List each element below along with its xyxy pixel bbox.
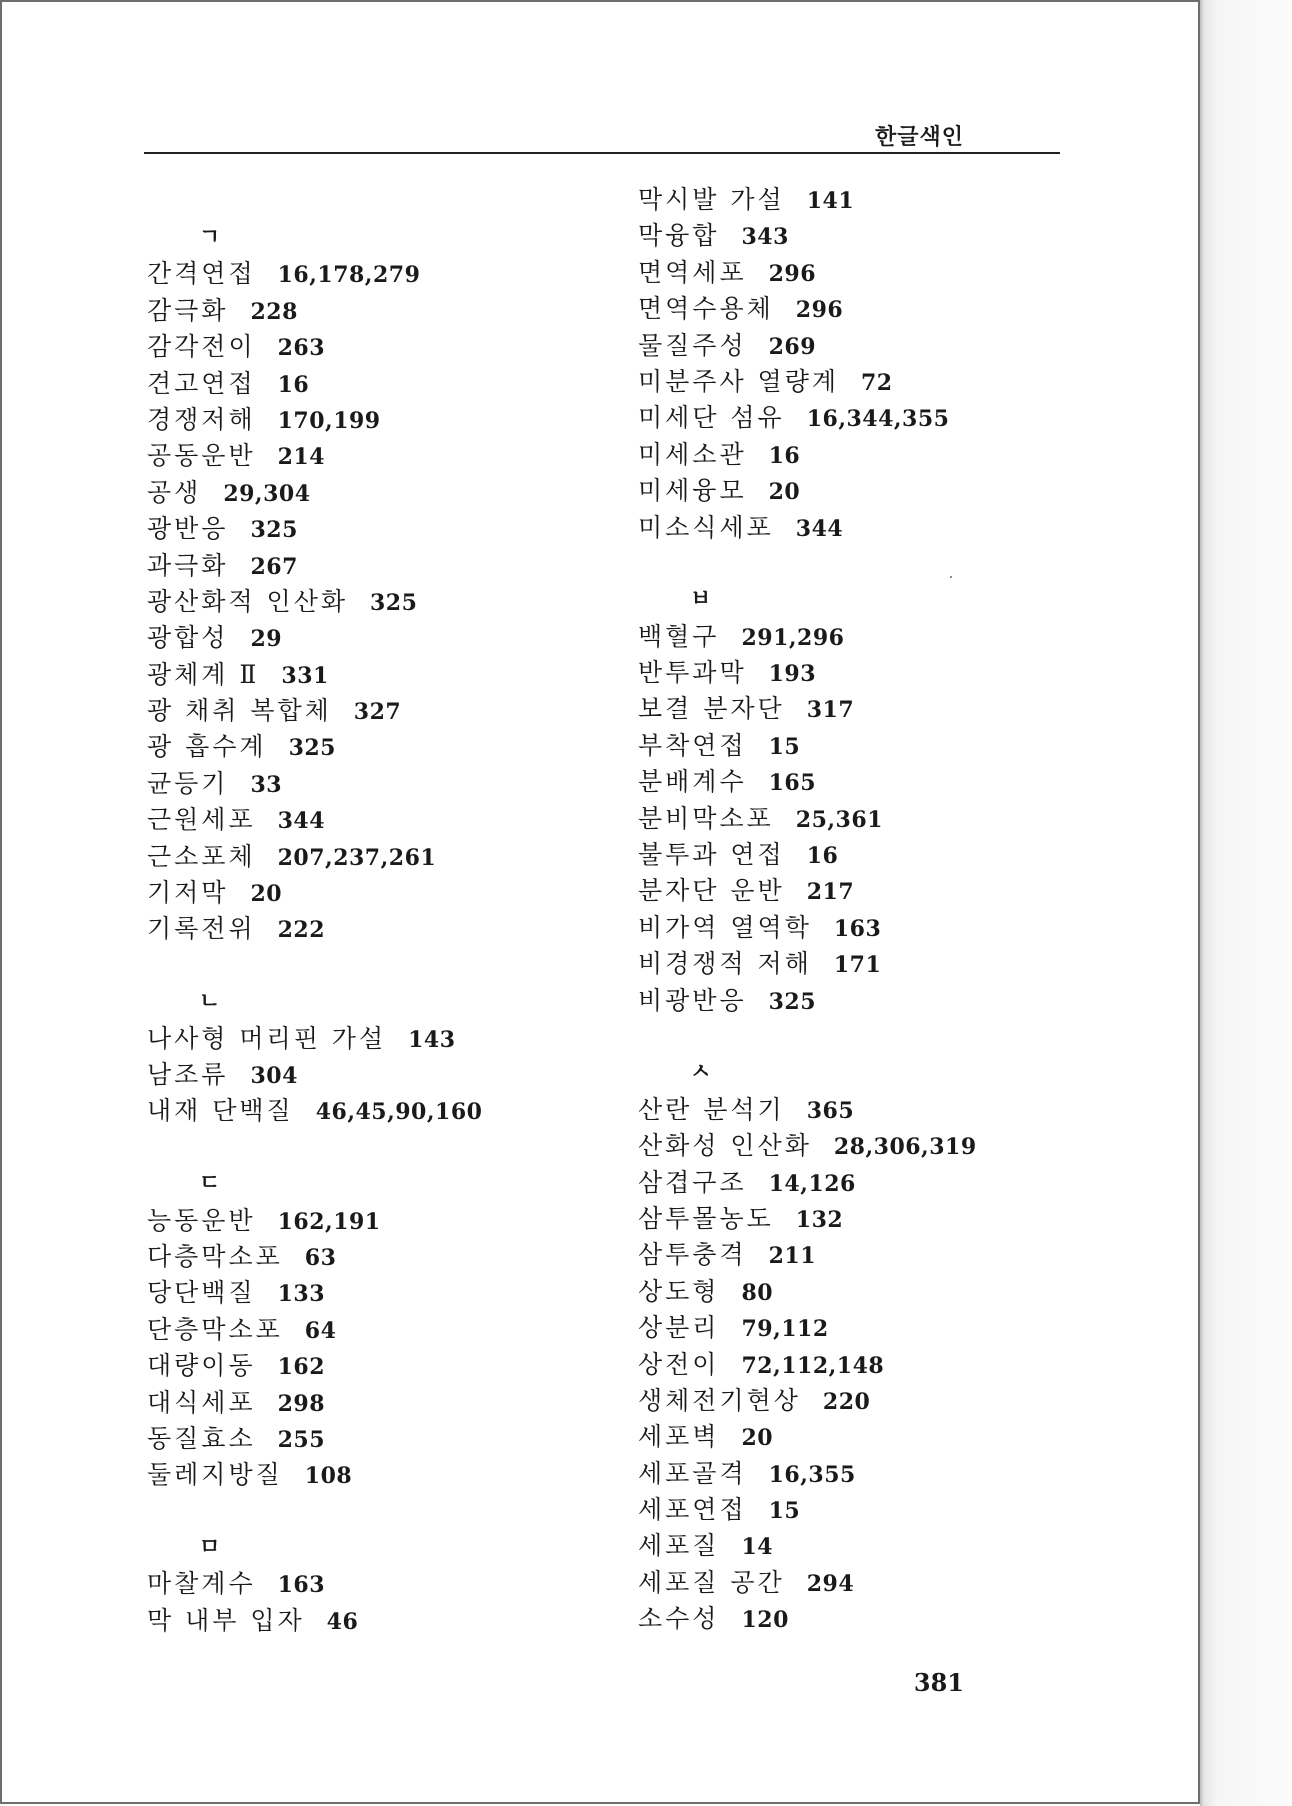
index-term: 견고연접 xyxy=(147,368,256,398)
index-term: 간격연접 xyxy=(147,259,256,289)
index-entry xyxy=(638,1456,1108,1492)
index-page-refs: 28,306,319 xyxy=(833,1134,977,1161)
index-term: 동질효소 xyxy=(147,1423,256,1453)
page-number: 381 xyxy=(913,1668,964,1697)
index-entry xyxy=(638,619,1108,655)
index-term: 세포연접 xyxy=(638,1495,747,1525)
index-page-refs: 79,112 xyxy=(741,1316,829,1343)
index-page-refs: 263 xyxy=(277,335,326,362)
page-edge-shadow xyxy=(1200,0,1292,1806)
index-entry xyxy=(147,548,617,584)
index-term: 광 채취 복합체 xyxy=(147,696,332,726)
index-term: 세포질 xyxy=(638,1531,720,1561)
index-entry xyxy=(147,1457,617,1493)
index-term: 미세소관 xyxy=(638,439,747,469)
index-page-refs: 16,344,355 xyxy=(806,406,950,433)
index-term: 과극화 xyxy=(147,550,229,580)
index-entry xyxy=(147,1275,617,1311)
index-term: 막 내부 입자 xyxy=(147,1605,305,1635)
index-column-left xyxy=(147,220,617,1639)
index-entry xyxy=(638,1347,1108,1383)
index-entry xyxy=(147,293,617,329)
index-term: 비가역 열역학 xyxy=(638,912,812,942)
section-gap xyxy=(147,1130,617,1166)
index-page-refs: 365 xyxy=(806,1097,855,1124)
index-page-refs: 46 xyxy=(326,1608,359,1635)
index-entry xyxy=(147,1421,617,1457)
index-page-refs: 133 xyxy=(277,1281,326,1308)
index-term: 광 흡수계 xyxy=(147,732,267,762)
index-entry xyxy=(147,1057,617,1093)
index-term: 막융합 xyxy=(638,221,720,251)
index-section-letter: ㄱ xyxy=(199,225,221,250)
index-term: 분비막소포 xyxy=(638,803,774,833)
index-term: 부착연접 xyxy=(638,730,747,760)
index-term: 삼투몰농도 xyxy=(638,1203,774,1233)
index-entry xyxy=(638,764,1108,800)
index-page-refs: 46,45,90,160 xyxy=(315,1099,483,1126)
index-page-refs: 132 xyxy=(795,1206,844,1233)
scan-speck xyxy=(950,576,952,578)
index-term: 근소포체 xyxy=(147,841,256,871)
index-page-refs: 16 xyxy=(277,371,310,398)
index-column-right xyxy=(638,182,1108,1638)
index-entry xyxy=(147,475,617,511)
index-page-refs: 296 xyxy=(795,297,844,324)
index-term: 근원세포 xyxy=(147,805,256,835)
index-page-refs: 267 xyxy=(250,553,298,580)
index-page-refs: 162 xyxy=(277,1354,326,1381)
index-entry xyxy=(638,1092,1108,1128)
index-entry xyxy=(638,1128,1108,1164)
index-entry xyxy=(638,400,1108,436)
index-entry xyxy=(638,437,1108,473)
index-entry xyxy=(147,657,617,693)
index-page-refs: 343 xyxy=(741,224,789,251)
index-entry xyxy=(147,729,617,765)
index-page-refs: 193 xyxy=(768,661,817,688)
index-section-letter: ㄴ xyxy=(199,989,221,1015)
index-entry xyxy=(638,1274,1108,1310)
index-entry xyxy=(147,511,617,547)
index-page-refs: 108 xyxy=(304,1463,353,1490)
index-term: 능동운반 xyxy=(147,1205,256,1235)
index-page-refs: 72 xyxy=(861,369,893,396)
index-entry xyxy=(638,218,1108,254)
index-entry xyxy=(147,1093,617,1129)
index-term: 광체계 Ⅱ xyxy=(147,659,260,689)
index-page-refs: 211 xyxy=(768,1243,817,1270)
index-term: 기록전위 xyxy=(147,914,256,944)
index-page-refs: 228 xyxy=(250,298,298,325)
index-term: 공생 xyxy=(147,477,202,507)
index-page-refs: 331 xyxy=(281,662,329,689)
index-page-refs: 15 xyxy=(768,733,801,760)
index-page-refs: 222 xyxy=(277,917,326,944)
index-page-refs: 317 xyxy=(806,697,855,724)
index-page-refs: 269 xyxy=(768,333,817,360)
index-term: 단층막소포 xyxy=(147,1314,283,1344)
index-entry xyxy=(147,911,617,947)
index-entry xyxy=(147,1021,617,1057)
index-term: 불투과 연접 xyxy=(638,840,785,870)
index-entry xyxy=(147,1348,617,1384)
index-page-refs: 327 xyxy=(353,699,402,726)
index-entry xyxy=(638,182,1108,218)
index-entry xyxy=(638,728,1108,764)
index-term: 미세융모 xyxy=(638,476,747,506)
index-term: 분배계수 xyxy=(638,767,747,797)
index-entry xyxy=(638,801,1108,837)
index-page-refs: 163 xyxy=(277,1572,326,1599)
index-page-refs: 15 xyxy=(768,1498,801,1525)
index-term: 감각전이 xyxy=(147,332,256,362)
index-page-refs: 325 xyxy=(250,517,298,544)
header-rule xyxy=(144,152,1060,154)
index-entry xyxy=(147,1603,617,1639)
index-term: 남조류 xyxy=(147,1059,229,1089)
index-page-refs: 291,296 xyxy=(741,624,845,651)
index-entry xyxy=(638,1565,1108,1601)
index-page-refs: 296 xyxy=(768,260,817,287)
index-page-refs: 325 xyxy=(370,589,418,616)
index-page-refs: 16,178,279 xyxy=(277,262,421,289)
index-page-refs: 20 xyxy=(250,881,283,908)
index-page-refs: 64 xyxy=(304,1317,337,1344)
index-entry xyxy=(147,584,617,620)
index-term: 공동운반 xyxy=(147,441,256,471)
index-term: 상도형 xyxy=(638,1276,720,1306)
index-page-refs: 143 xyxy=(408,1026,456,1053)
index-entry xyxy=(147,839,617,875)
index-page-refs: 33 xyxy=(250,771,283,798)
index-term: 내재 단백질 xyxy=(147,1096,294,1126)
index-entry xyxy=(147,366,617,402)
index-entry xyxy=(147,1385,617,1421)
index-term: 균등기 xyxy=(147,768,229,798)
index-term: 비광반응 xyxy=(638,985,747,1015)
index-page-refs: 294 xyxy=(806,1570,855,1597)
index-entry xyxy=(638,1165,1108,1201)
index-page-refs: 217 xyxy=(806,879,855,906)
index-page-refs: 214 xyxy=(277,444,326,471)
index-section-letter: ㅅ xyxy=(690,1060,712,1086)
index-page-refs: 170,199 xyxy=(277,407,381,434)
index-section-letter: ㅁ xyxy=(199,1535,221,1561)
index-page-refs: 29 xyxy=(250,626,283,653)
index-term: 감극화 xyxy=(147,295,229,325)
index-page-refs: 141 xyxy=(806,188,855,214)
index-term: 경쟁저해 xyxy=(147,404,256,434)
index-entry xyxy=(638,1201,1108,1237)
index-entry xyxy=(147,329,617,365)
index-page-refs: 207,237,261 xyxy=(277,844,437,871)
index-entry xyxy=(638,873,1108,909)
index-term: 산화성 인산화 xyxy=(638,1131,812,1161)
section-gap xyxy=(638,546,1108,582)
index-term: 물질주성 xyxy=(638,330,747,360)
index-entry xyxy=(638,473,1108,509)
index-entry xyxy=(147,402,617,438)
index-term: 나사형 머리핀 가설 xyxy=(147,1023,387,1053)
section-gap xyxy=(147,1494,617,1530)
index-term: 반투과막 xyxy=(638,658,747,688)
index-entry xyxy=(147,256,617,292)
index-entry xyxy=(638,1601,1108,1637)
index-entry xyxy=(638,510,1108,546)
index-entry xyxy=(638,837,1108,873)
index-page-refs: 29,304 xyxy=(223,480,311,507)
index-entry xyxy=(147,1239,617,1275)
index-page-refs: 163 xyxy=(833,915,882,942)
index-page-refs: 344 xyxy=(795,515,844,542)
index-page-refs: 72,112,148 xyxy=(741,1352,885,1379)
index-entry xyxy=(147,438,617,474)
index-section-letter: ㄷ xyxy=(199,1171,221,1197)
index-term: 당단백질 xyxy=(147,1278,256,1308)
index-page-refs: 298 xyxy=(277,1390,326,1417)
index-term: 미세단 섬유 xyxy=(638,403,785,433)
index-term: 면역수용체 xyxy=(638,294,774,324)
index-term: 삼투충격 xyxy=(638,1240,747,1270)
index-page-refs: 120 xyxy=(741,1607,789,1634)
index-term: 광반응 xyxy=(147,514,229,544)
index-term: 광합성 xyxy=(147,623,229,653)
index-page-refs: 171 xyxy=(833,952,882,979)
index-entry xyxy=(147,1312,617,1348)
index-page-refs: 162,191 xyxy=(277,1208,381,1235)
index-entry xyxy=(147,620,617,656)
index-page-refs: 63 xyxy=(304,1244,337,1271)
index-entry xyxy=(147,802,617,838)
index-page-refs: 325 xyxy=(768,988,817,1015)
section-gap xyxy=(638,1019,1108,1055)
running-head-title: 한글색인 xyxy=(874,125,964,150)
index-page-refs: 16 xyxy=(806,843,839,870)
index-entry xyxy=(638,364,1108,400)
index-entry xyxy=(638,691,1108,727)
index-term: 세포질 공간 xyxy=(638,1567,785,1597)
index-term: 생체전기현상 xyxy=(638,1385,801,1415)
index-term: 상분리 xyxy=(638,1313,720,1343)
index-page-refs: 165 xyxy=(768,770,817,797)
index-term: 분자단 운반 xyxy=(638,876,785,906)
index-page-refs: 325 xyxy=(288,735,336,762)
index-page-refs: 20 xyxy=(768,479,801,506)
index-term: 대량이동 xyxy=(147,1351,256,1381)
index-entry xyxy=(147,1566,617,1602)
index-term: 광산화적 인산화 xyxy=(147,586,348,616)
index-entry xyxy=(638,910,1108,946)
index-page-refs: 14 xyxy=(741,1534,774,1561)
index-entry xyxy=(638,1383,1108,1419)
index-term: 막시발 가설 xyxy=(638,185,785,214)
index-section-letter: ㅂ xyxy=(690,587,712,613)
index-term: 상전이 xyxy=(638,1349,720,1379)
index-term: 미분주사 열량계 xyxy=(638,366,839,396)
index-entry xyxy=(638,983,1108,1019)
index-entry xyxy=(638,1528,1108,1564)
index-page-refs: 220 xyxy=(822,1388,871,1415)
index-term: 소수성 xyxy=(638,1604,720,1634)
index-term: 미소식세포 xyxy=(638,512,774,542)
index-entry xyxy=(638,255,1108,291)
index-term: 마찰계수 xyxy=(147,1569,256,1599)
index-entry xyxy=(638,291,1108,327)
index-term: 대식세포 xyxy=(147,1387,256,1417)
index-entry xyxy=(147,1203,617,1239)
index-term: 면역세포 xyxy=(638,257,747,287)
index-entry xyxy=(638,328,1108,364)
index-entry xyxy=(147,875,617,911)
index-page-refs: 344 xyxy=(277,808,326,835)
index-term: 비경쟁적 저해 xyxy=(638,949,812,979)
index-term: 세포골격 xyxy=(638,1458,747,1488)
index-entry xyxy=(147,693,617,729)
index-page-refs: 14,126 xyxy=(768,1170,856,1197)
index-page-refs: 16,355 xyxy=(768,1461,856,1488)
index-entry xyxy=(147,766,617,802)
index-term: 둘레지방질 xyxy=(147,1460,283,1490)
index-page-refs: 16 xyxy=(768,442,801,469)
index-entry xyxy=(638,1237,1108,1273)
index-term: 세포벽 xyxy=(638,1422,720,1452)
index-term: 산란 분석기 xyxy=(638,1094,785,1124)
section-gap xyxy=(147,948,617,984)
index-page-refs: 304 xyxy=(250,1062,298,1089)
index-term: 기저막 xyxy=(147,878,229,908)
index-entry xyxy=(638,1310,1108,1346)
index-term: 다층막소포 xyxy=(147,1241,283,1271)
index-page-refs: 80 xyxy=(741,1279,774,1306)
index-page-refs: 25,361 xyxy=(795,806,883,833)
index-entry xyxy=(638,946,1108,982)
index-term: 삼겹구조 xyxy=(638,1167,747,1197)
index-entry xyxy=(638,1492,1108,1528)
index-entry xyxy=(638,655,1108,691)
index-page-refs: 20 xyxy=(741,1425,774,1452)
index-entry xyxy=(638,1419,1108,1455)
index-page-refs: 255 xyxy=(277,1426,326,1453)
index-term: 백혈구 xyxy=(638,621,720,651)
index-term: 보결 분자단 xyxy=(638,694,785,724)
